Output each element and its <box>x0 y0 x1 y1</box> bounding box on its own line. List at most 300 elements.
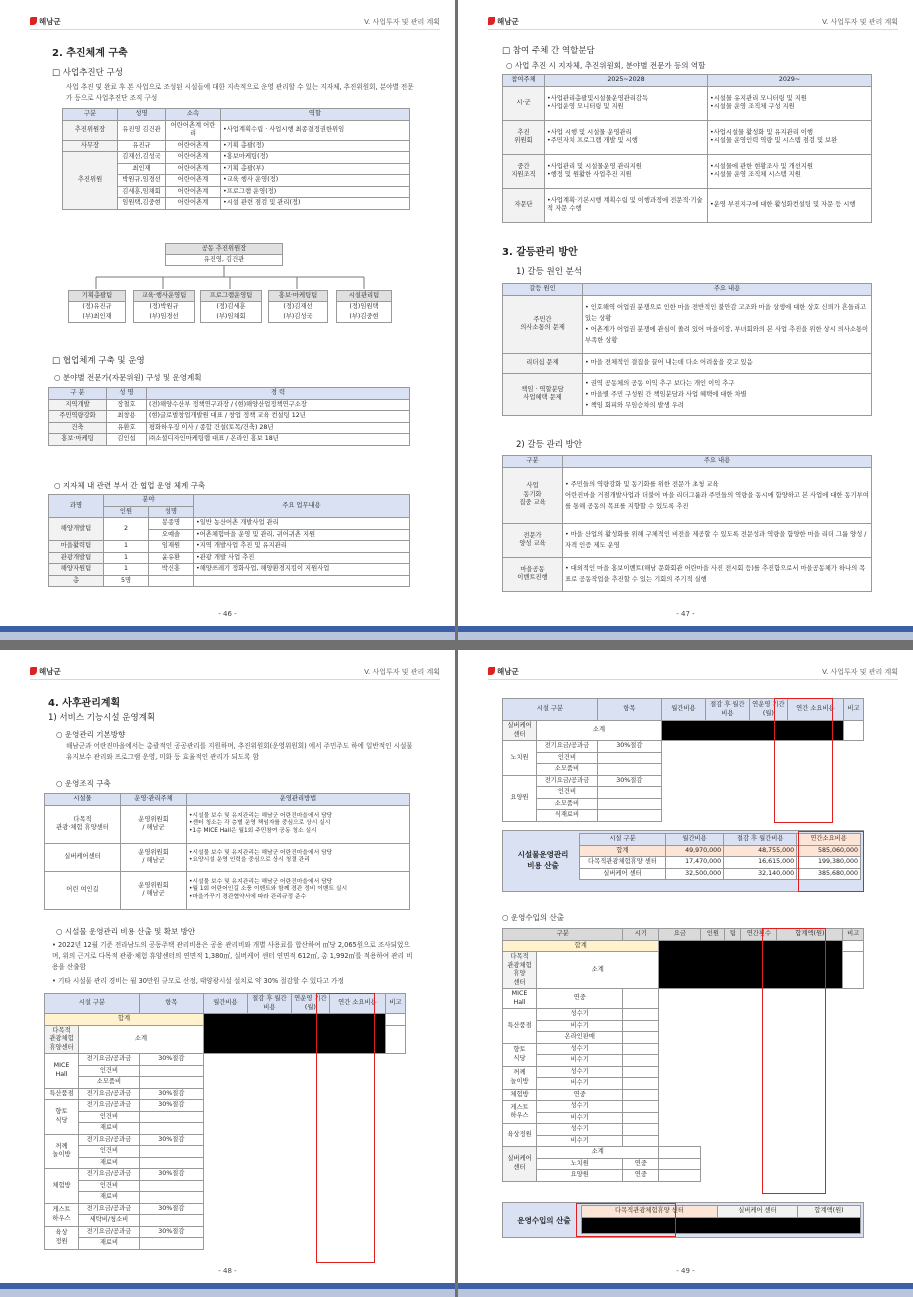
cell <box>623 1112 659 1124</box>
table-row <box>63 152 410 164</box>
cell: 꺼께 놀이방 <box>45 1134 79 1169</box>
col-header: 구분 <box>503 456 563 468</box>
cell: 해양개발팀 <box>49 518 104 541</box>
cell: •시설물에 관한 현황조사 및 개선지원 •시설물 운영 조직체 시스템 지원 <box>708 154 872 188</box>
team-title: 시설관리팀 <box>337 291 391 302</box>
col-header: 월간비용 <box>203 994 247 1014</box>
col-header: 주요 내용 <box>563 456 872 468</box>
cell: 윤유환 <box>149 552 194 564</box>
intro-text: 사업 추진 및 완료 후 본 사업으로 조성된 시설들에 대한 지속적으로 운영 관리할 수 있는 지자체, 추진위원회, 분야별 전문가 등으로 사업추진단 조직 구성 <box>66 83 414 102</box>
cell <box>623 1009 659 1021</box>
bullet-text: • 기타 시설물 관리 경비는 월 30만원 규모로 산정, 태양광시설 설치로 약 30% 절감할 수 있다고 가정 <box>52 977 344 985</box>
page-footer <box>458 1267 913 1297</box>
col-header: 시설 구분 <box>45 994 140 1014</box>
cell: •시설물 유지관리 모니터링 및 지원 •시설물 운영 조직체 구성 지원 <box>708 86 872 120</box>
col-header: 구 분 <box>49 388 107 400</box>
table-row <box>45 805 410 843</box>
cell: •기획 총괄(정) <box>221 140 410 152</box>
cell: 임원택,김중현 <box>118 198 166 210</box>
income-summary-box <box>502 1202 864 1238</box>
section-title: 3. 갈등관리 방안 <box>502 247 578 258</box>
body-text: 해남군과 어란진마을에서는 총괄적인 공공관리를 지원하며, 추진위원회(운영위원회) 에서 주민주도 하에 일반적인 시설물 유지보수 관리와 프로그램 운영, 미화 등 효율적인 관리가 되도록 함 <box>66 742 413 761</box>
cell: 1 <box>104 552 149 564</box>
haenam-logo <box>30 16 61 27</box>
cell: 유진영 김건관 <box>118 120 166 140</box>
col-header: 분야 <box>104 495 194 507</box>
table-row <box>49 399 410 411</box>
cell: 향토 식당 <box>45 1100 79 1135</box>
cell: 비수기 <box>537 1135 623 1147</box>
cell <box>139 1065 203 1077</box>
cell: 전기요금/공과금 <box>79 1169 140 1181</box>
cell: 마을공동 이벤트진행 <box>503 557 563 591</box>
col-header: 팀 <box>725 929 741 941</box>
page-footer <box>0 610 455 640</box>
cell: 해양자원팀 <box>49 564 104 576</box>
cell: 소모품비 <box>79 1077 140 1089</box>
col-header: 2025~2028 <box>545 75 708 87</box>
col-header: 구분 <box>503 929 623 941</box>
cell: 30%절감 <box>139 1134 203 1146</box>
cell: 건축 <box>49 422 107 434</box>
cell: 요양원 <box>537 1170 623 1182</box>
cell: 어란어촌계 어란리 <box>166 120 221 140</box>
cell: 홍보·마케팅 <box>49 434 107 446</box>
team-title: 교육·행사운영팀 <box>134 291 194 302</box>
page-number: - 46 - <box>218 610 237 618</box>
cell: 17,470,000 <box>666 857 724 869</box>
col-header: 주요 업무내용 <box>194 495 410 518</box>
table-row <box>503 295 872 353</box>
cell: 2 <box>104 518 149 541</box>
cell: 30%절감 <box>597 741 661 753</box>
cell: 전기요금/공과금 <box>79 1088 140 1100</box>
cell: (현)글로벌창업개발원 대표 / 창업 정책 교육 컨설팅 12년 <box>147 411 410 423</box>
cell: 30%절감 <box>597 775 661 787</box>
cell: 인건비 <box>79 1180 140 1192</box>
cell: •일반 농산어촌 개발사업 관리 <box>194 518 410 530</box>
circle-heading: ○ 분야별 전문가(자문위원) 구성 및 운영계획 <box>54 373 202 382</box>
cell: 육상정원 <box>503 1124 537 1147</box>
col-header: 절감 후 월간비용 <box>705 699 749 721</box>
cell: 실버케어 센터 <box>503 721 537 741</box>
cell: 소계 <box>537 1147 659 1159</box>
table-row <box>503 188 872 222</box>
cell: 어란어촌계 <box>166 198 221 210</box>
cell: •사업계획·기본시행 계획수립 및 이행과정에 전문적·기술적 자문 수행 <box>545 188 708 222</box>
cell <box>623 1043 659 1055</box>
cell: •해양쓰레기 정화사업, 해양환경지킴이 지원사업 <box>194 564 410 576</box>
cell <box>597 764 661 776</box>
subsection-title: 2) 갈등 관리 방안 <box>516 440 583 450</box>
cell: MICE Hall <box>45 1054 79 1089</box>
cell: •사업관리 및 시설물운영 관리지원 •행정 및 원활한 사업추진 지원 <box>545 154 708 188</box>
cell: •프로그램 운영(정) <box>221 186 410 198</box>
cell: 추진위원장 <box>63 120 118 140</box>
subsection-title: □ 협업체계 구축 및 운영 <box>52 356 145 366</box>
table-row <box>49 411 410 423</box>
cell <box>149 575 194 587</box>
chapter-title: V. 사업투자 및 관리 계획 <box>822 668 898 676</box>
cell: 32,500,000 <box>666 868 724 880</box>
cell: 운영위원회 / 해남군 <box>121 871 187 909</box>
col-header: 주요 내용 <box>583 284 872 296</box>
circle-heading: ○ 운영수입의 산출 <box>502 913 565 922</box>
cell <box>139 1111 203 1123</box>
cell: 소계 <box>537 721 662 741</box>
cell: 연중 <box>623 1170 659 1182</box>
cell: 게스트 하우스 <box>503 1101 537 1124</box>
page-49 <box>458 650 913 1297</box>
cell: 비수기 <box>537 1055 623 1067</box>
cell: 시·군 <box>503 86 545 120</box>
page-header <box>30 666 440 680</box>
col-header: 월간비용 <box>666 834 724 846</box>
cell <box>597 798 661 810</box>
cell: 주민역량강화 <box>49 411 107 423</box>
cell: 평화하우징 이사 / 종합 건설(토목/건축) 28년 <box>147 422 410 434</box>
cell: • 마을 산업의 활성화를 위해 구체적인 비전을 제공할 수 있도록 전문성과 역량을 함양한 마을 리더 그룹 양성 / 자격 인증 제도 운영 <box>563 523 872 557</box>
operation-org-table <box>44 793 410 910</box>
cell: 김재선,김성국 <box>118 152 166 164</box>
cell: 노치원 <box>503 741 537 776</box>
cell: •사업관리총괄및시설물운영관리감독 •사업운영 모니터링 및 지원 <box>545 86 708 120</box>
org-top-name: 유진영, 김건관 <box>203 256 245 263</box>
page-number: - 49 - <box>676 1267 695 1275</box>
cell <box>659 1158 701 1170</box>
page-header <box>488 16 898 30</box>
col-header: 연운영 기간(월) <box>749 699 787 721</box>
col-header: 시기 <box>623 929 659 941</box>
cell: 어란어촌계 <box>166 152 221 164</box>
cell: 전기요금/공과금 <box>79 1226 140 1238</box>
summary-label: 운영수입의 산출 <box>517 1216 571 1225</box>
cell: 중간 지원조직 <box>503 154 545 188</box>
cell: 비수기 <box>537 1020 623 1032</box>
cell <box>597 752 661 764</box>
cell: 유진규 <box>118 140 166 152</box>
cell: 인건비 <box>537 752 598 764</box>
cell: •시설물 보수 및 유지관리는 해남군 어란진마을에서 담당 •센터 청소는 각 층별 운영 책임자를 중심으로 상시 실시 •1층 MICE Hall은 월1회 주민참여 공동 청소 실시 <box>187 805 410 843</box>
footer-bar-light <box>0 632 455 640</box>
page-footer <box>458 610 913 640</box>
logo-text: 해남군 <box>39 667 61 676</box>
col-header: 과명 <box>49 495 104 518</box>
col-header: 연간횟수 <box>741 929 777 941</box>
cell: 운영위원회 / 해남군 <box>121 843 187 871</box>
cell: 운영위원회 / 해남군 <box>121 805 187 843</box>
page-footer <box>0 1267 455 1297</box>
col-header: 다목적관광체험휴양 센터 <box>582 1206 718 1218</box>
cell: 박신홍 <box>149 564 194 576</box>
circle-heading: ○ 사업 추진 시 지자체, 추진위원회, 분야별 전문가 등의 역할 <box>506 61 706 70</box>
cell <box>623 1032 659 1044</box>
org-team-box <box>133 290 195 323</box>
cell: 다목적 관광체험 휴양 센터 <box>503 952 537 989</box>
col-header: 성명 <box>149 506 194 518</box>
cell: 소계 <box>79 1025 204 1054</box>
team-deputy: (부)임경선 <box>149 313 179 320</box>
team-lead: (정)박원규 <box>149 303 179 310</box>
page-47 <box>458 0 913 640</box>
cell: 30%절감 <box>139 1100 203 1112</box>
cell: 어란어촌계 <box>166 186 221 198</box>
cell: •운영 부진지구에 대한 활성화컨설팅 및 자문 등 시행 <box>708 188 872 222</box>
cell: 유환호 <box>107 422 147 434</box>
cell <box>139 1215 203 1227</box>
team-title: 홍보·마케팅팀 <box>269 291 327 302</box>
cell: 재료비 <box>79 1123 140 1135</box>
team-title: 기획총괄팀 <box>69 291 125 302</box>
departments-table <box>48 494 410 587</box>
advisors-table <box>48 387 410 446</box>
cell: 성수기 <box>537 1124 623 1136</box>
org-top-box <box>165 243 283 266</box>
cell: 32,140,000 <box>724 868 797 880</box>
cell <box>597 810 661 822</box>
col-header: 항목 <box>597 699 661 721</box>
cell: 체험방 <box>503 1089 537 1101</box>
table-row <box>503 467 872 523</box>
cell: •지역 개발사업 추진 및 유지관리 <box>194 541 410 553</box>
cell: 리더십 문제 <box>503 353 583 373</box>
cell: 다목적 관광·체험 휴양센터 <box>45 805 121 843</box>
cell: 게스트 하우스 <box>45 1203 79 1226</box>
table-row <box>503 557 872 591</box>
cell <box>597 787 661 799</box>
table-row <box>49 541 410 553</box>
cell <box>623 989 659 1009</box>
cell: 합계 <box>45 1014 204 1026</box>
cell: 요양원 <box>503 775 537 821</box>
cell: 전기요금/공과금 <box>537 741 598 753</box>
col-header: 갈등 원인 <box>503 284 583 296</box>
col-header: 절감 후 월간비용 <box>247 994 291 1014</box>
cell <box>659 1170 701 1182</box>
table-row <box>63 120 410 140</box>
cell: 실버케어 센터 <box>503 1147 537 1182</box>
cell: 성수기 <box>537 1066 623 1078</box>
cell: 소모품비 <box>537 764 598 776</box>
cell <box>139 1146 203 1158</box>
cell <box>139 1180 203 1192</box>
table-row <box>503 373 872 415</box>
col-header: 연간 소요비용 <box>787 699 843 721</box>
table-row <box>49 518 410 530</box>
cell: 재료비 <box>79 1238 140 1250</box>
cell: 소계 <box>537 952 659 989</box>
cell: 봉종명 <box>149 518 194 530</box>
cell: 인건비 <box>79 1146 140 1158</box>
col-header: 경 력 <box>147 388 410 400</box>
circle-heading: ○ 운영관리 기본방향 <box>56 730 126 739</box>
cell: • 권역 공동체의 공동 이익 추구 보다는 개인 이익 추구 • 마을별 주민 구성원 간 책임분담과 사업 혜택에 대한 차별 • 책임 회피와 무임승차의 발생 우려 <box>583 373 872 415</box>
col-header: 성명 <box>118 109 166 121</box>
team-deputy: (부)최인재 <box>82 313 112 320</box>
chapter-title: V. 사업투자 및 관리 계획 <box>822 18 898 26</box>
cell <box>139 1123 203 1135</box>
col-header: 시설 구분 <box>580 834 666 846</box>
cell <box>139 1192 203 1204</box>
cell <box>623 1066 659 1078</box>
col-header: 합계액(원) <box>797 1206 860 1218</box>
col-header: 2029~ <box>708 75 872 87</box>
haenam-logo <box>488 666 519 677</box>
col-header: 연간 소요비용 <box>329 994 385 1014</box>
table-row <box>503 120 872 154</box>
col-header: 시설물 <box>45 794 121 806</box>
footer-bar-light <box>458 632 913 640</box>
cell: 육상 정원 <box>45 1226 79 1249</box>
cell: 꺼께 놀이방 <box>503 1066 537 1089</box>
cell: 노치원 <box>537 1158 623 1170</box>
page-46 <box>0 0 455 640</box>
logo-mark-icon <box>30 17 37 25</box>
highlight-box <box>316 993 375 1263</box>
col-header: 항목 <box>139 994 203 1014</box>
org-team-box <box>200 290 262 323</box>
cell: •시설 관련 점검 및 관리(정) <box>221 198 410 210</box>
cell: 인건비 <box>537 787 598 799</box>
cell: 어란어촌계 <box>166 140 221 152</box>
cell: 식재료비 <box>537 810 598 822</box>
footer-bar-light <box>0 1289 455 1297</box>
page-header <box>30 16 440 30</box>
subsection-title: □ 참여 주체 간 역할분담 <box>502 46 595 56</box>
cell: 자문단 <box>503 188 545 222</box>
cell: 연중 <box>537 1089 623 1101</box>
col-header: 시설 구분 <box>503 699 598 721</box>
cell: •관광 개발 사업 추진 <box>194 552 410 564</box>
col-header: 비고 <box>843 699 863 721</box>
org-team-box <box>336 290 392 323</box>
cell: 최창용 <box>107 411 147 423</box>
cell: 체험방 <box>45 1169 79 1204</box>
cell <box>623 1101 659 1113</box>
cell: 추진위원 <box>63 152 118 210</box>
haenam-logo <box>30 666 61 677</box>
cell: 전기요금/공과금 <box>79 1100 140 1112</box>
chapter-title: V. 사업투자 및 관리 계획 <box>364 668 440 676</box>
cell: • 마을 전체적인 결집을 끌어 내는데 다소 어려움을 갖고 있음 <box>583 353 872 373</box>
cell: 총 <box>49 575 104 587</box>
cell: •시설물 보수 및 유지관리는 해남군 어란진마을에서 담당 •월 1회 어란어인길 소풍 이벤트와 함께 경관 정비 이벤트 실시 •마을가꾸기 경관협약서에 따라 관리규정 준수 <box>187 871 410 909</box>
cell: 어린 여인길 <box>45 871 121 909</box>
table-row <box>49 434 410 446</box>
haenam-logo <box>488 16 519 27</box>
table-row <box>63 140 410 152</box>
highlight-box <box>576 1203 676 1237</box>
col-header: 운영관리방법 <box>187 794 410 806</box>
logo-text: 해남군 <box>497 667 519 676</box>
cell <box>623 1055 659 1067</box>
org-team-box <box>268 290 328 323</box>
cell: 어란어촌계 <box>166 163 221 175</box>
cell: 김인섭 <box>107 434 147 446</box>
col-header: 비고 <box>385 994 405 1014</box>
team-lead: (정)김세훈 <box>216 303 246 310</box>
cell: 마을활력팀 <box>49 541 104 553</box>
cell: 585,060,000 <box>797 845 861 857</box>
cell: 30%절감 <box>139 1088 203 1100</box>
cell: 인건비 <box>79 1111 140 1123</box>
cell: (전)해양수산부 정책연구과장 / (현)해양산업정책연구소장 <box>147 399 410 411</box>
cell: MICE Hall <box>503 989 537 1009</box>
highlight-box <box>774 698 833 823</box>
logo-text: 해남군 <box>497 17 519 26</box>
cell: •어촌체험마을 운영 및 관리, 귀어귀촌 지원 <box>194 529 410 541</box>
team-lead: (정)김재선 <box>283 303 313 310</box>
conflict-plan-table <box>502 455 872 592</box>
cell: 1 <box>104 564 149 576</box>
col-header: 연운영 기간(월) <box>291 994 329 1014</box>
cell: 성수기 <box>537 1101 623 1113</box>
summary-label: 시설물운영관리 비용 산출 <box>517 850 569 870</box>
page-header <box>488 666 898 680</box>
col-header: 연간소요비용 <box>797 834 861 846</box>
table-row <box>45 871 410 909</box>
team-deputy: (부)임채회 <box>216 313 246 320</box>
cell: 성수기 <box>537 1009 623 1021</box>
cell: 199,380,000 <box>797 857 861 869</box>
cell: •기획 총괄(부) <box>221 163 410 175</box>
cell <box>623 1135 659 1147</box>
circle-heading: ○ 운영조직 구축 <box>56 779 111 788</box>
page-48 <box>0 650 455 1297</box>
cell: 사무장 <box>63 140 118 152</box>
cell <box>139 1238 203 1250</box>
col-header: 비고 <box>843 929 864 941</box>
cell: 전기요금/공과금 <box>79 1203 140 1215</box>
cell: 특산품점 <box>503 1009 537 1044</box>
cell: 재료비 <box>79 1157 140 1169</box>
col-header: 구분 <box>63 109 118 121</box>
cell: 실버케어센터 <box>45 843 121 871</box>
logo-mark-icon <box>488 667 495 675</box>
page-number: - 47 - <box>676 610 695 618</box>
cell: ㈜소셜디자인마케팅랩 대표 / 온라인 홍보 18년 <box>147 434 410 446</box>
cell: 전기요금/공과금 <box>79 1054 140 1066</box>
col-header: 역할 <box>221 109 410 121</box>
table-row <box>49 422 410 434</box>
highlight-box <box>762 928 826 1194</box>
table-row <box>503 154 872 188</box>
table-row <box>49 564 410 576</box>
circle-heading: ○ 시설물 운영관리 비용 산출 및 확보 방안 <box>56 927 196 936</box>
cell <box>139 1157 203 1169</box>
col-header: 절감 후 월간비용 <box>724 834 797 846</box>
cell: 합계 <box>503 940 659 952</box>
cell: 박원규,임경선 <box>118 175 166 187</box>
subsection-title: 1) 서비스 기능시설 운영계획 <box>48 713 156 723</box>
committee-table <box>62 108 410 210</box>
cell: 재료비 <box>79 1192 140 1204</box>
cell: •교육 행사 운영(정) <box>221 175 410 187</box>
table-row <box>49 575 410 587</box>
col-header: 월간비용 <box>661 699 705 721</box>
cell: 오예솔 <box>149 529 194 541</box>
cell: 최인재 <box>118 163 166 175</box>
table-row <box>49 552 410 564</box>
cell: 연중 <box>623 1158 659 1170</box>
team-title: 프로그램운영팀 <box>201 291 261 302</box>
cell: 주민간 의사소통의 문제 <box>503 295 583 353</box>
cell: •사업 시행 및 시설물 운영관리 •주민자치 프로그램 개발 및 시행 <box>545 120 708 154</box>
table-row <box>503 523 872 557</box>
cell: 소모품비 <box>537 798 598 810</box>
cell: 385,680,000 <box>797 868 861 880</box>
cell: 사업 동기화 집중 교육 <box>503 467 563 523</box>
